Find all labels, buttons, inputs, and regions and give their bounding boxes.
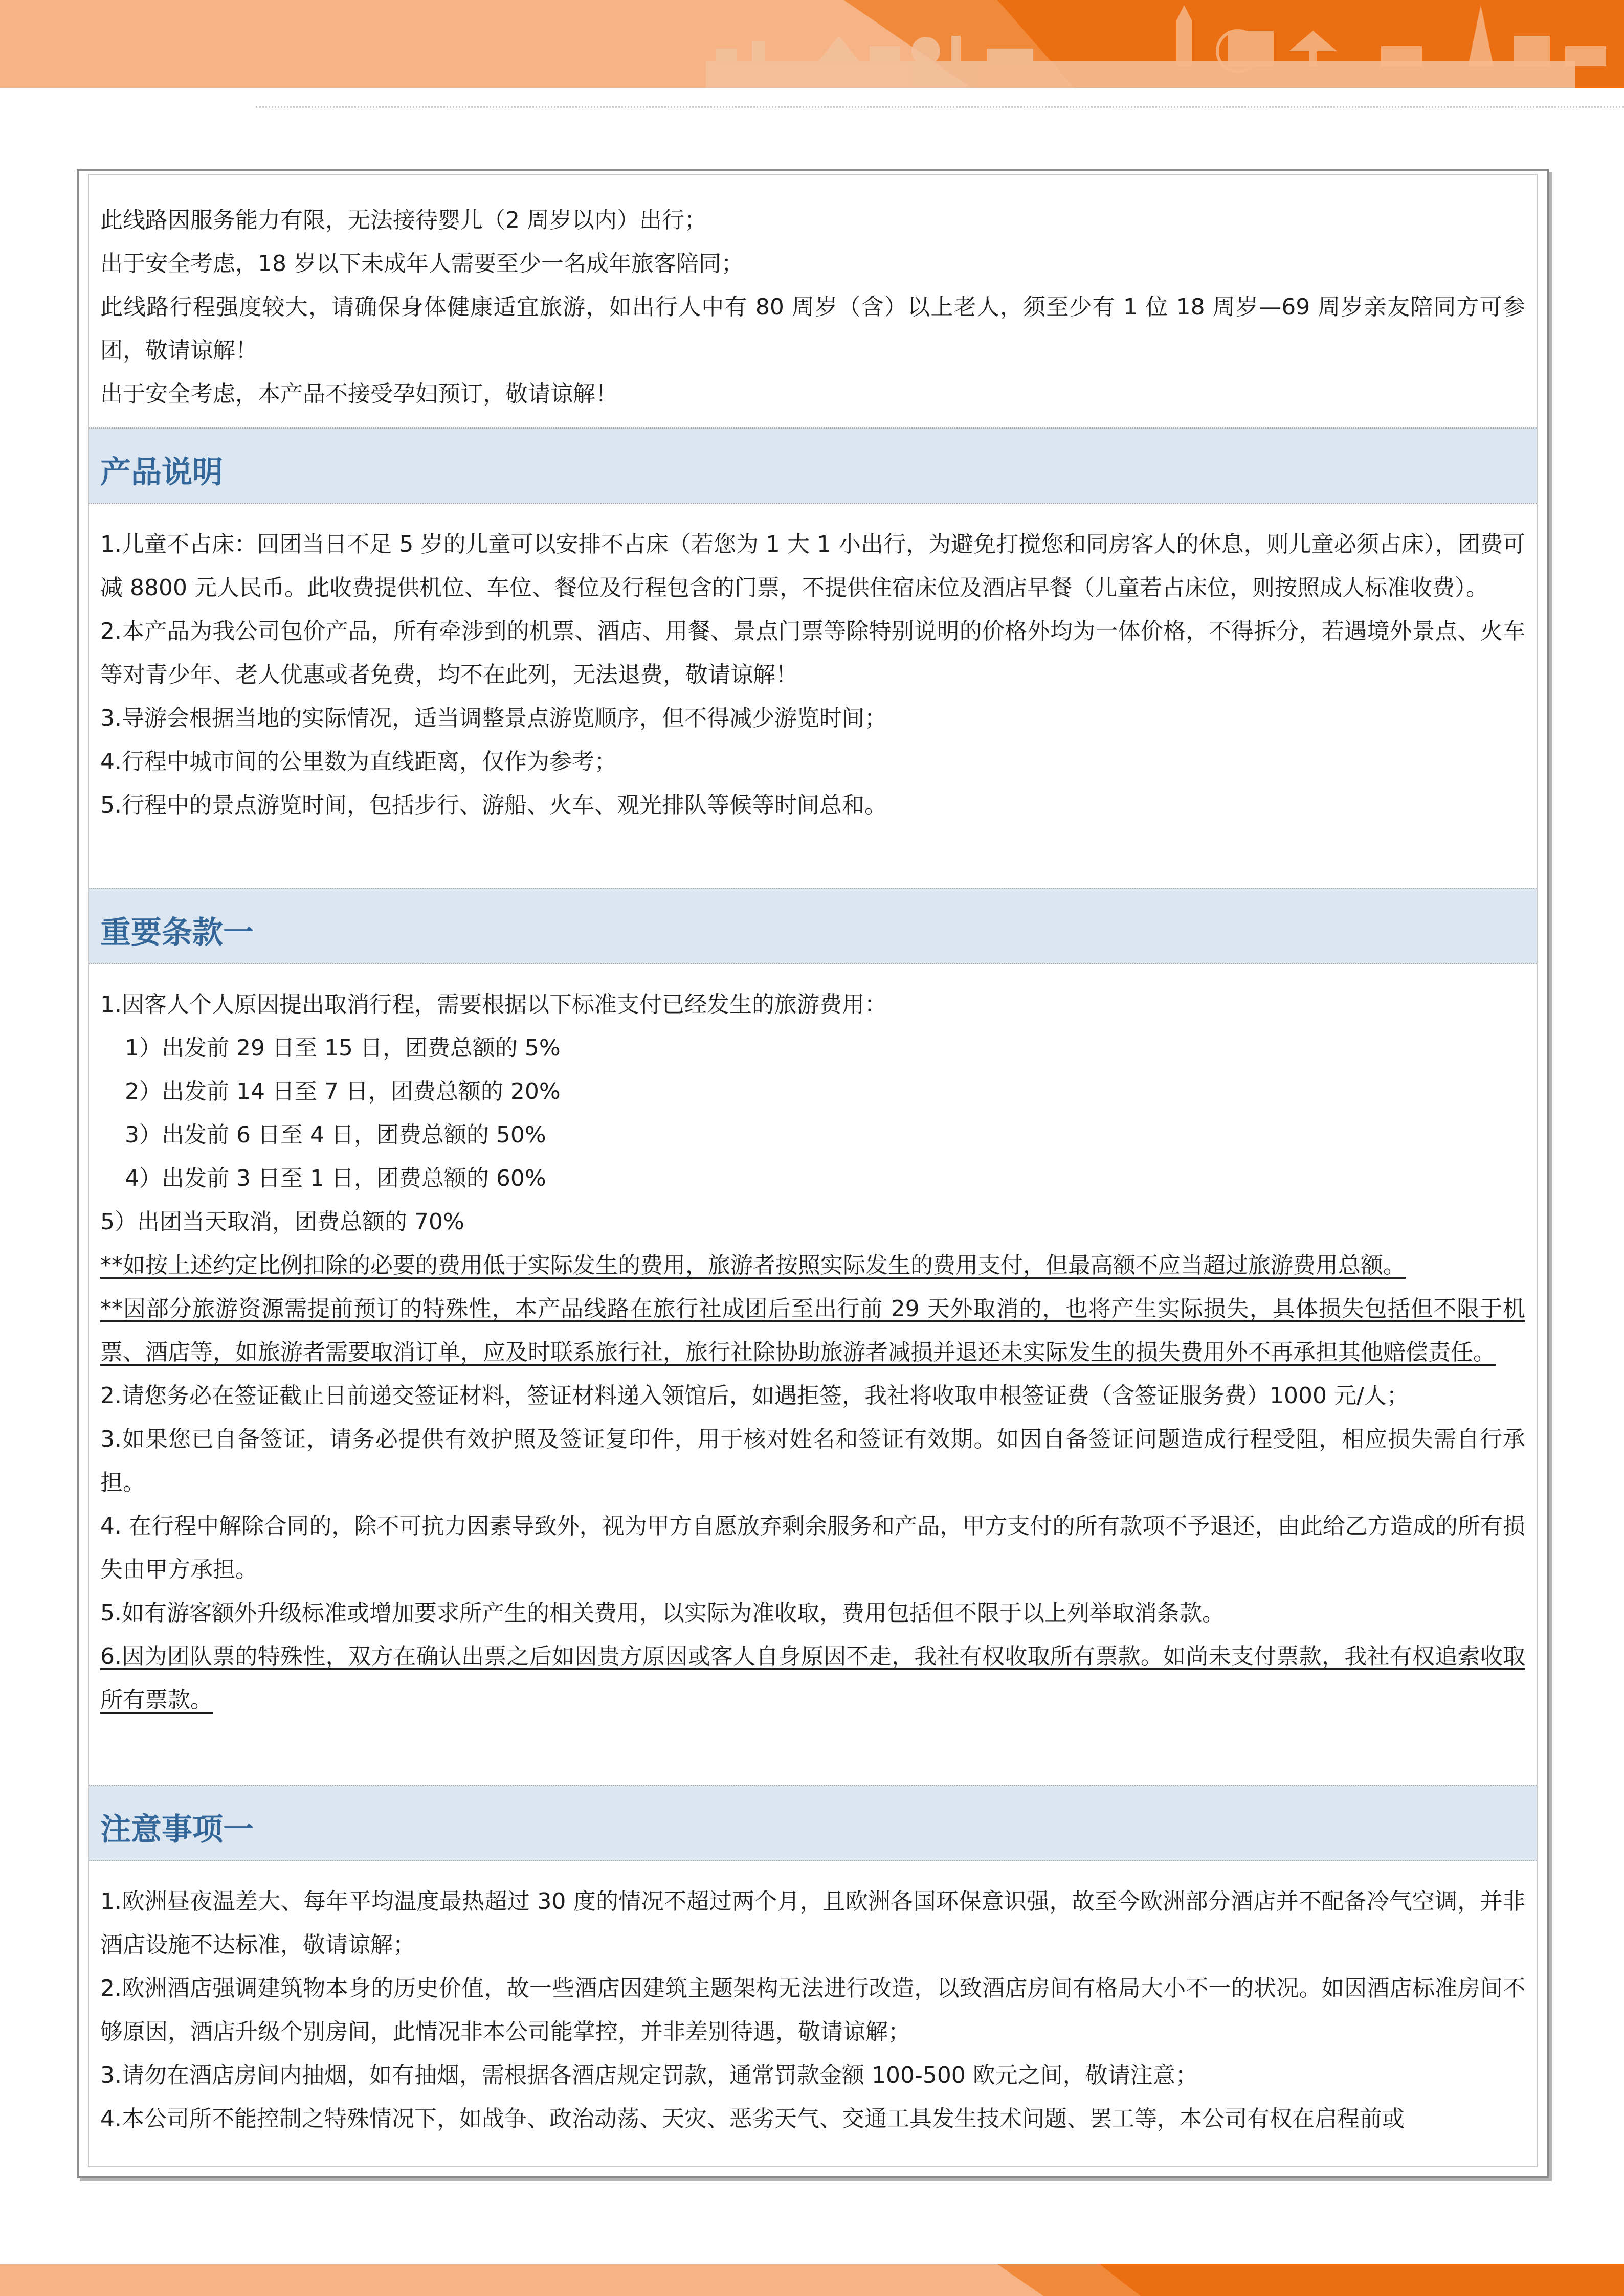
list-item: 2.请您务必在签证截止日前递交签证材料，签证材料递入领馆后，如遇拒签，我社将收取申根签证费（含签证服务费）1000 元/人； — [100, 1383, 1409, 1409]
list-item: 4.行程中城市间的公里数为直线距离，仅作为参考； — [100, 749, 617, 775]
list-item: 3.如果您已自备签证，请务必提供有效护照及签证复印件，用于核对姓名和签证有效期。如因自备签证问题造成行程受阻，相应损失需自行承担。 — [100, 1426, 1525, 1496]
list-item: 2.欧洲酒店强调建筑物本身的历史价值，故一些酒店因建筑主题架构无法进行改造，以致酒店房间有格局大小不一的状况。如因酒店标准房间不够原因，酒店升级个别房间，此情况非本公司能掌控，并非差别待遇，敬请谅解； — [100, 1975, 1525, 2045]
section-title: 注意事项一 — [100, 1812, 254, 1848]
fee-item: 3）出发前 6 日至 4 日，团费总额的 50% — [125, 1122, 546, 1148]
intro-line: 出于安全考虑，本产品不接受孕妇预订，敬请谅解！ — [100, 381, 618, 407]
terms-note — [89, 1244, 1537, 1287]
content-frame — [77, 169, 1549, 2178]
header-banner — [0, 0, 1624, 88]
list-item: 1.欧洲昼夜温差大、每年平均温度最热超过 30 度的情况不超过两个月，且欧洲各国环保意识强，故至今欧洲部分酒店并不配备冷气空调，并非酒店设施不达标准，敬请谅解； — [100, 1888, 1525, 1958]
header-rule — [256, 106, 1624, 108]
intro-line: 此线路因服务能力有限，无法接待婴儿（2 周岁以内）出行； — [100, 207, 707, 233]
list-item: 3.导游会根据当地的实际情况，适当调整景点游览顺序，但不得减少游览时间； — [100, 705, 887, 731]
list-item: 1.儿童不占床：回团当日不足 5 岁的儿童可以安排不占床（若您为 1 大 1 小出行，为避免打搅您和同房客人的休息，则儿童必须占床），团费可减 8800 元人民币。此收费提供机位、车位、餐位及行程包含的门票，不提供住宿床位及酒店早餐（儿童若占床位，则按照成人标准收费）。 — [100, 531, 1525, 601]
product-block — [89, 523, 1537, 827]
underlined-note: **如按上述约定比例扣除的必要的费用低于实际发生的费用，旅游者按照实际发生的费用支付，但最高额不应当超过旅游费用总额。 — [100, 1252, 1406, 1278]
fee-item: 4）出发前 3 日至 1 日，团费总额的 60% — [125, 1165, 546, 1191]
footer-decoration — [0, 2264, 1624, 2296]
section-terms-header — [89, 888, 1537, 964]
skyline-decoration — [0, 0, 1624, 88]
intro-line: 出于安全考虑，18 岁以下未成年人需要至少一名成年旅客陪同； — [100, 251, 744, 277]
notes-block — [89, 1880, 1537, 2141]
footer-banner — [0, 2264, 1624, 2296]
list-item: 4.本公司所不能控制之特殊情况下，如战争、政治动荡、天灾、恶劣天气、交通工具发生技术问题、罢工等，本公司有权在启程前或 — [100, 2106, 1405, 2132]
section-title: 重要条款一 — [100, 915, 254, 951]
terms-intro: 1.因客人个人原因提出取消行程，需要根据以下标准支付已经发生的旅游费用： — [100, 992, 887, 1018]
section-notes-header — [89, 1785, 1537, 1861]
underlined-note: **因部分旅游资源需提前预订的特殊性，本产品线路在旅行社成团后至出行前 29 天外取消的，也将产生实际损失，具体损失包括但不限于机票、酒店等，如旅游者需要取消订单，应及时联系旅行社，旅行社除协助旅游者减损并退还未实际发生的损失费用外不再承担其他赔偿责任。 — [100, 1296, 1525, 1365]
list-item: 5.行程中的景点游览时间，包括步行、游船、火车、观光排队等候等时间总和。 — [100, 792, 887, 818]
list-item — [89, 1635, 1537, 1722]
list-item: 5.如有游客额外升级标准或增加要求所产生的相关费用，以实际为准收取，费用包括但不限于以上列举取消条款。 — [100, 1600, 1225, 1626]
terms-note — [89, 1287, 1537, 1374]
list-item: 4. 在行程中解除合同的，除不可抗力因素导致外，视为甲方自愿放弃剩余服务和产品，甲方支付的所有款项不予退还，由此给乙方造成的所有损失由甲方承担。 — [100, 1513, 1525, 1583]
underlined-item: 6.因为团队票的特殊性，双方在确认出票之后如因贵方原因或客人自身原因不走，我社有权收取所有票款。如尚未支付票款，我社有权追索收取所有票款。 — [100, 1644, 1525, 1713]
fee-item: 1）出发前 29 日至 15 日，团费总额的 5% — [125, 1035, 561, 1061]
intro-line: 此线路行程强度较大，请确保身体健康适宜旅游，如出行人中有 80 周岁（含）以上老人，须至少有 1 位 18 周岁—69 周岁亲友陪同方可参团，敬请谅解！ — [100, 294, 1525, 364]
content-inner — [88, 174, 1538, 2167]
fee-item: 2）出发前 14 日至 7 日，团费总额的 20% — [125, 1078, 561, 1105]
list-item: 3.请勿在酒店房间内抽烟，如有抽烟，需根据各酒店规定罚款，通常罚款金额 100-500 欧元之间，敬请注意； — [100, 2062, 1198, 2088]
fee-item: 5）出团当天取消，团费总额的 70% — [100, 1209, 464, 1235]
intro-block — [89, 198, 1537, 416]
section-title: 产品说明 — [100, 455, 223, 490]
terms-block — [89, 983, 1537, 1722]
section-product-header — [89, 427, 1537, 504]
list-item: 2.本产品为我公司包价产品，所有牵涉到的机票、酒店、用餐、景点门票等除特别说明的价格外均为一体价格，不得拆分，若遇境外景点、火车等对青少年、老人优惠或者免费，均不在此列，无法退费，敬请谅解！ — [100, 618, 1525, 688]
